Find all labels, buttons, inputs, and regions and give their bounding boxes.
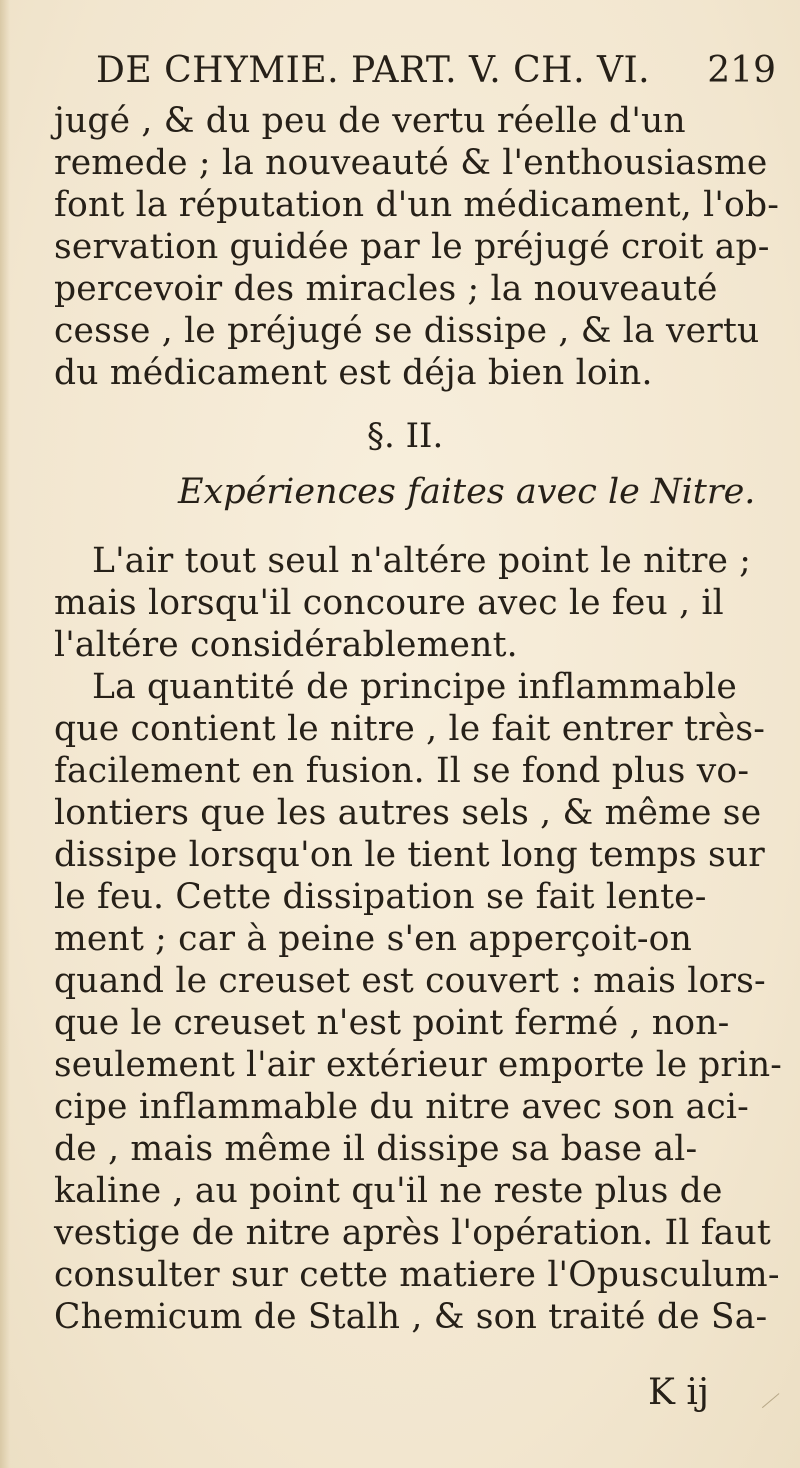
text-line: facilement en fusion. Il se fond plus vo- [54, 751, 750, 791]
text-line: servation guidée par le préjugé croit ap- [54, 227, 770, 267]
text-line: cipe inflammable du nitre avec son aci- [54, 1087, 750, 1127]
text-line: dissipe lorsqu'on le tient long temps sur [54, 835, 766, 875]
text-line: kaline , au point qu'il ne reste plus de [54, 1171, 723, 1211]
text-line: du médicament est déja bien loin. [54, 353, 653, 393]
text-line: La quantité de principe inflammable [92, 667, 737, 707]
text-line: quand le creuset est couvert : mais lors- [54, 961, 766, 1001]
text-line: cesse , le préjugé se dissipe , & la vertu [54, 311, 760, 351]
text-line: seulement l'air extérieur emporte le prin- [54, 1045, 783, 1085]
text-line: lontiers que les autres sels , & même se [54, 793, 762, 833]
page-binding-edge [0, 0, 10, 1468]
text-line: remede ; la nouveauté & l'enthousiasme [54, 143, 768, 183]
text-line: ment ; car à peine s'en apperçoit-on [54, 919, 693, 959]
section-title: Expériences faites avec le Nitre. [178, 472, 756, 512]
text-line: le feu. Cette dissipation se fait lente- [54, 877, 707, 917]
text-line: percevoir des miracles ; la nouveauté [54, 269, 718, 309]
running-title: DE CHYMIE. PART. V. CH. VI. [96, 50, 651, 91]
text-line: Chemicum de Stalh , & son traité de Sa- [54, 1297, 768, 1337]
text-line: de , mais même il dissipe sa base al- [54, 1129, 698, 1169]
text-line: font la réputation d'un médicament, l'ob- [54, 185, 780, 225]
text-line: que le creuset n'est point fermé , non- [54, 1003, 730, 1043]
text-line: vestige de nitre après l'opération. Il faut [54, 1213, 771, 1253]
text-line: L'air tout seul n'altére point le nitre ; [92, 541, 752, 581]
text-line: consulter sur cette matiere l'Opusculum- [54, 1255, 780, 1295]
page-number: 219 [707, 50, 776, 91]
running-header [96, 42, 776, 94]
text-line: mais lorsqu'il concoure avec le feu , il [54, 583, 724, 623]
text-line: l'altére considérablement. [54, 625, 518, 665]
text-line: que contient le nitre , le fait entrer très- [54, 709, 766, 749]
text-line: jugé , & du peu de vertu réelle d'un [54, 101, 686, 141]
ink-mark [762, 1393, 780, 1409]
section-number: §. II. [367, 416, 444, 456]
signature-mark: K ij [648, 1372, 710, 1413]
